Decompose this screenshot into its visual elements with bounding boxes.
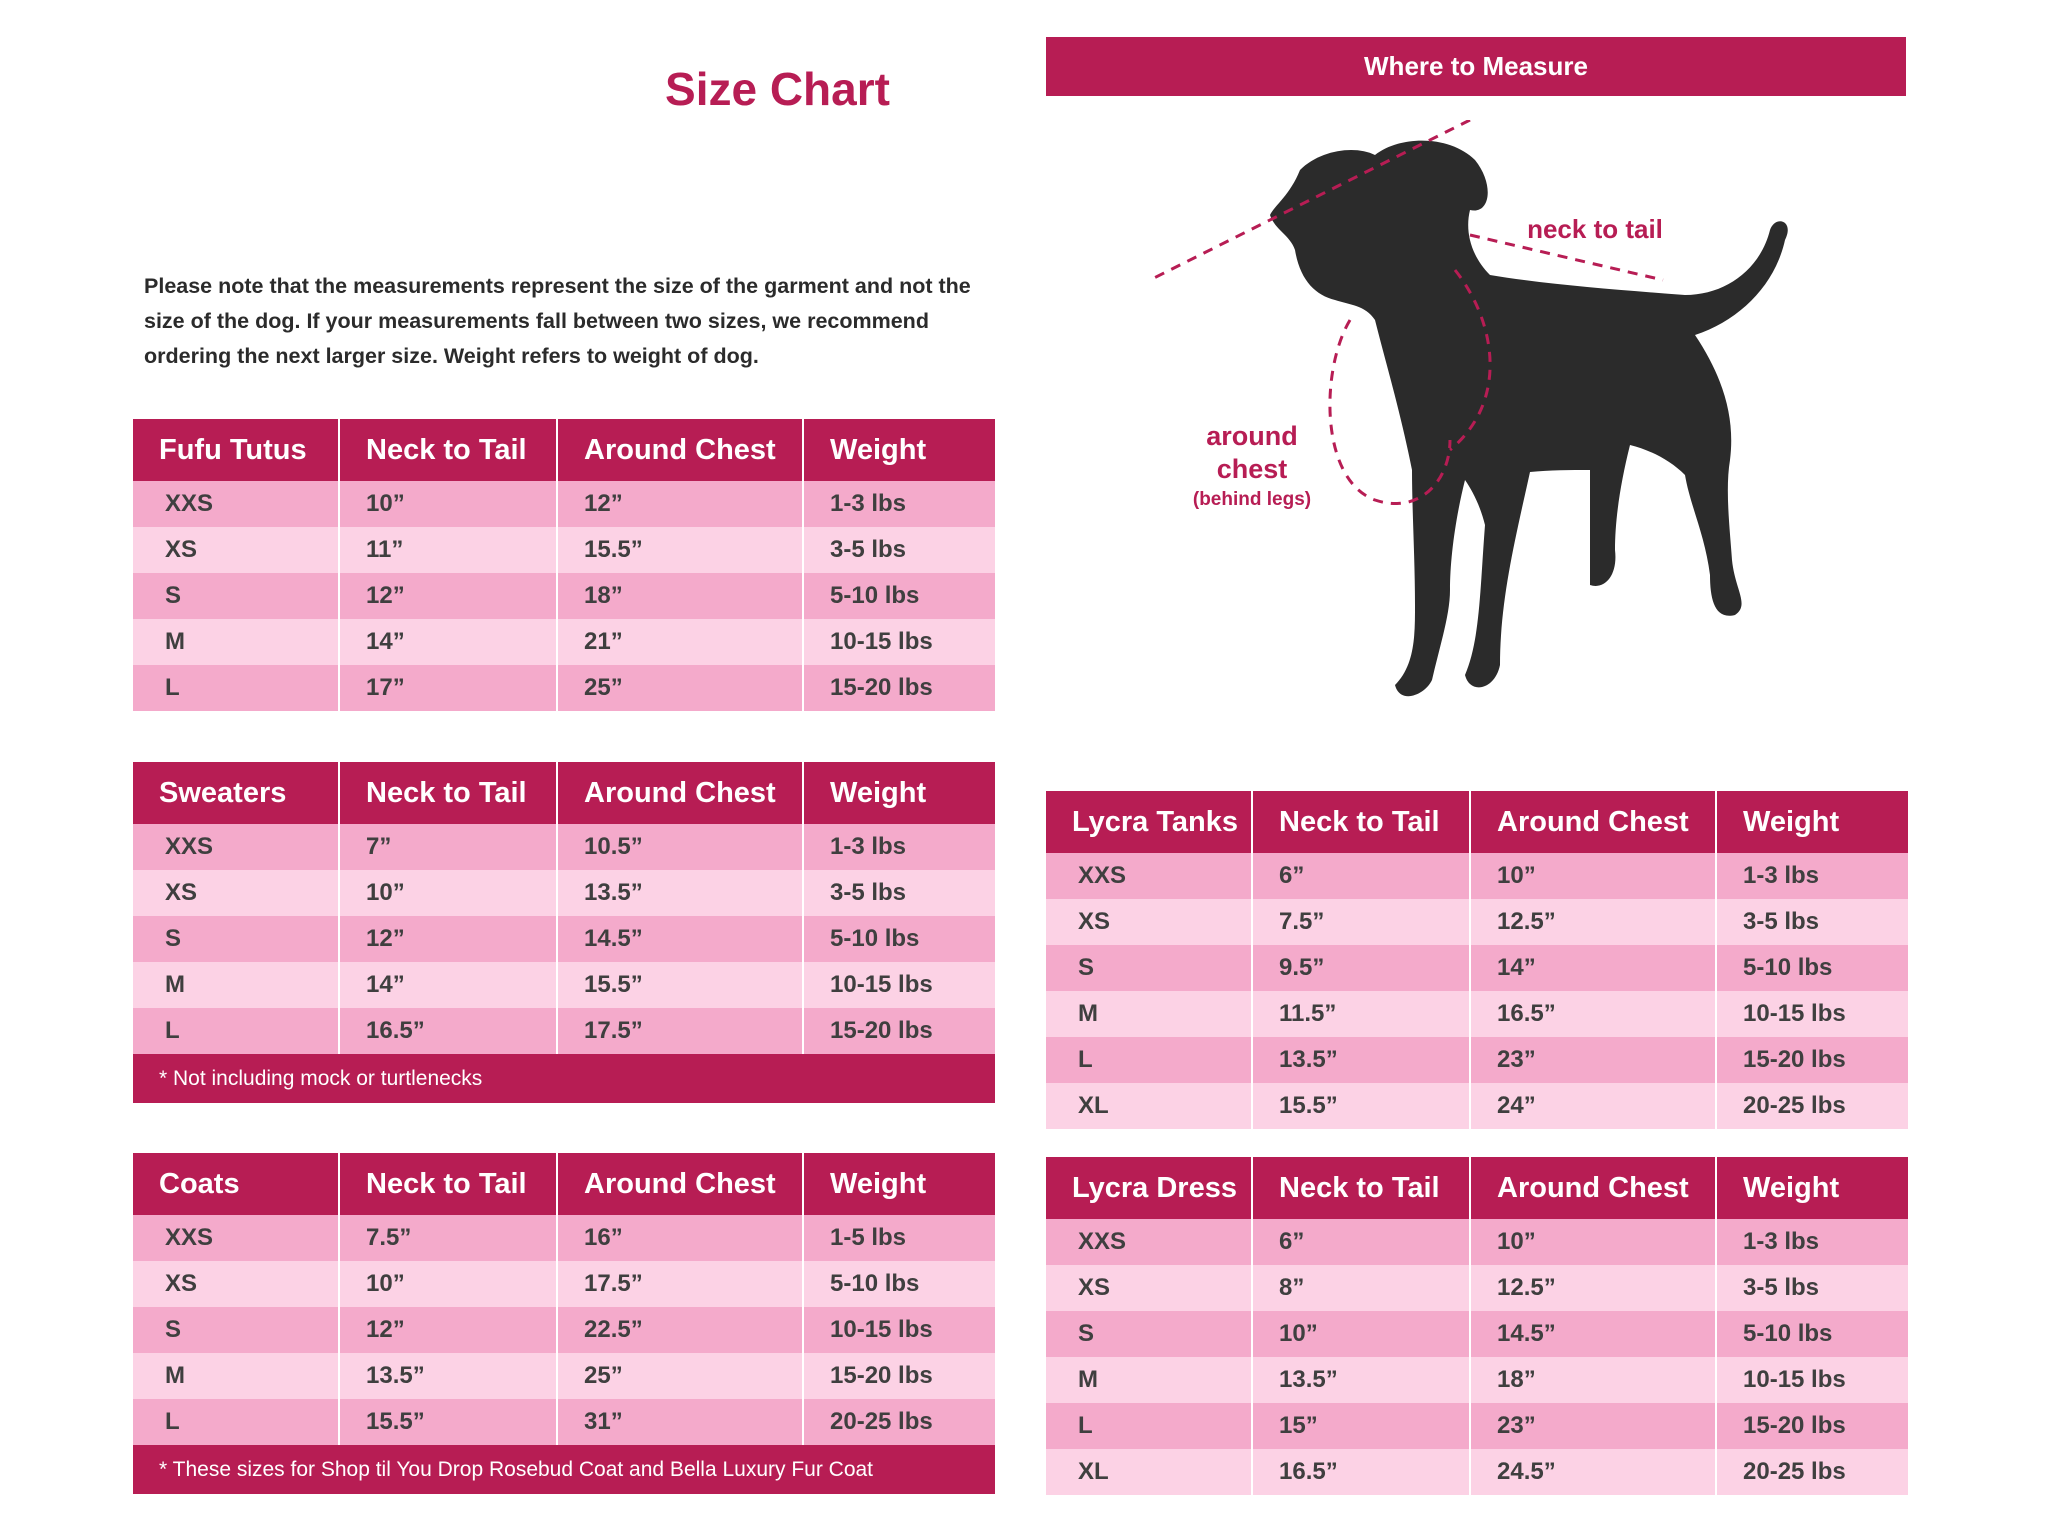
- around-chest-cell: 25”: [558, 665, 804, 711]
- around-chest-cell: 10”: [1471, 853, 1717, 899]
- around-chest-cell: 10”: [1471, 1219, 1717, 1265]
- size-cell: L: [133, 665, 340, 711]
- page-title: Size Chart: [665, 63, 890, 115]
- around-chest-cell: 12.5”: [1471, 1265, 1717, 1311]
- table-row: [133, 1215, 995, 1261]
- size-cell: M: [1046, 1357, 1253, 1403]
- size-cell: L: [1046, 1037, 1253, 1083]
- table-row: [1046, 1311, 1908, 1357]
- weight-cell: 1-3 lbs: [830, 833, 907, 860]
- weight-cell: 1-3 lbs: [1743, 862, 1820, 889]
- neck-to-tail-cell: 10”: [340, 870, 558, 916]
- table-row: [133, 1261, 995, 1307]
- around-chest-cell: 16.5”: [1471, 991, 1717, 1037]
- neck-to-tail-cell: 8”: [1253, 1265, 1471, 1311]
- weight-cell: 5-10 lbs: [830, 1270, 920, 1297]
- table-row: [1046, 899, 1908, 945]
- neck-to-tail-cell: 15.5”: [340, 1399, 558, 1445]
- table-footnote: * These sizes for Shop til You Drop Rosebud Coat and Bella Luxury Fur Coat: [133, 1445, 995, 1494]
- column-header: Lycra Tanks: [1046, 791, 1253, 853]
- around-chest-cell: 23”: [1471, 1037, 1717, 1083]
- size-cell: XXS: [133, 1215, 340, 1261]
- around-chest-cell: 31”: [558, 1399, 804, 1445]
- column-header: Around Chest: [1471, 1157, 1717, 1219]
- fufu-tutus-table: [133, 419, 995, 711]
- weight-cell: 5-10 lbs: [1743, 954, 1833, 981]
- table-header: [133, 762, 995, 824]
- neck-to-tail-cell: 10”: [340, 1261, 558, 1307]
- neck-to-tail-cell: 15.5”: [1253, 1083, 1471, 1129]
- weight-cell: 20-25 lbs: [1743, 1458, 1846, 1485]
- table-row: [1046, 945, 1908, 991]
- size-cell: S: [133, 573, 340, 619]
- neck-to-tail-cell: 12”: [340, 573, 558, 619]
- column-header: Neck to Tail: [340, 419, 558, 481]
- neck-to-tail-cell: 6”: [1253, 853, 1471, 899]
- size-cell: XL: [1046, 1449, 1253, 1495]
- neck-to-tail-cell: 12”: [340, 916, 558, 962]
- size-cell: S: [133, 1307, 340, 1353]
- table-row: [133, 1307, 995, 1353]
- neck-to-tail-cell: 7.5”: [1253, 899, 1471, 945]
- neck-to-tail-cell: 14”: [340, 619, 558, 665]
- table-row: [133, 665, 995, 711]
- around-chest-cell: 14”: [1471, 945, 1717, 991]
- neck-to-tail-cell: 9.5”: [1253, 945, 1471, 991]
- table-row: [133, 527, 995, 573]
- neck-to-tail-cell: 10”: [340, 481, 558, 527]
- around-chest-cell: 10.5”: [558, 824, 804, 870]
- neck-to-tail-cell: 14”: [340, 962, 558, 1008]
- lycra-tanks-table: [1046, 791, 1908, 1129]
- table-row: [133, 824, 995, 870]
- table-row: [1046, 1083, 1908, 1129]
- table-row: [133, 962, 995, 1008]
- table-row: [133, 573, 995, 619]
- weight-cell: 15-20 lbs: [1743, 1046, 1846, 1073]
- around-chest-cell: 14.5”: [1471, 1311, 1717, 1357]
- around-chest-cell: 18”: [558, 573, 804, 619]
- neck-to-tail-cell: 10”: [1253, 1311, 1471, 1357]
- column-header: Weight: [830, 776, 927, 809]
- neck-to-tail-cell: 16.5”: [1253, 1449, 1471, 1495]
- neck-to-tail-cell: 12”: [340, 1307, 558, 1353]
- column-header: Around Chest: [558, 419, 804, 481]
- weight-cell: 20-25 lbs: [830, 1408, 933, 1435]
- neck-to-tail-cell: 6”: [1253, 1219, 1471, 1265]
- around-chest-label: around chest: [1206, 421, 1298, 484]
- neck-to-tail-cell: 13.5”: [1253, 1357, 1471, 1403]
- around-chest-cell: 13.5”: [558, 870, 804, 916]
- table-row: [133, 1353, 995, 1399]
- around-chest-cell: 12”: [558, 481, 804, 527]
- table-row: [133, 1008, 995, 1054]
- weight-cell: 15-20 lbs: [830, 1017, 933, 1044]
- weight-cell: 20-25 lbs: [1743, 1092, 1846, 1119]
- neck-to-tail-cell: 11”: [340, 527, 558, 573]
- column-header: Neck to Tail: [340, 1153, 558, 1215]
- column-header: Weight: [830, 433, 927, 466]
- around-chest-cell: 17.5”: [558, 1261, 804, 1307]
- size-cell: XXS: [1046, 853, 1253, 899]
- column-header: Sweaters: [133, 762, 340, 824]
- around-chest-cell: 17.5”: [558, 1008, 804, 1054]
- neck-to-tail-cell: 7”: [340, 824, 558, 870]
- size-cell: XL: [1046, 1083, 1253, 1129]
- size-cell: XS: [133, 527, 340, 573]
- table-row: [1046, 1449, 1908, 1495]
- weight-cell: 3-5 lbs: [830, 879, 907, 906]
- around-chest-cell: 15.5”: [558, 962, 804, 1008]
- weight-cell: 15-20 lbs: [1743, 1412, 1846, 1439]
- around-chest-cell: 23”: [1471, 1403, 1717, 1449]
- size-note: Please note that the measurements represent the size of the garment and not the size of the dog. If your measurements fall between two sizes, we recommend ordering the next larger size. Weight refers to weight of dog.: [144, 274, 971, 368]
- neck-to-tail-cell: 7.5”: [340, 1215, 558, 1261]
- size-cell: XS: [133, 870, 340, 916]
- neck-to-tail-cell: 13.5”: [1253, 1037, 1471, 1083]
- size-cell: XXS: [133, 824, 340, 870]
- size-cell: XS: [1046, 1265, 1253, 1311]
- neck-to-tail-cell: 15”: [1253, 1403, 1471, 1449]
- column-header: Neck to Tail: [340, 762, 558, 824]
- size-cell: L: [133, 1399, 340, 1445]
- table-header: [133, 1153, 995, 1215]
- column-header: Around Chest: [558, 1153, 804, 1215]
- weight-cell: 10-15 lbs: [1743, 1000, 1846, 1027]
- weight-cell: 10-15 lbs: [1743, 1366, 1846, 1393]
- size-cell: M: [133, 1353, 340, 1399]
- size-cell: S: [1046, 1311, 1253, 1357]
- table-row: [1046, 1265, 1908, 1311]
- table-header: [1046, 791, 1908, 853]
- table-row: [133, 870, 995, 916]
- table-row: [133, 916, 995, 962]
- lycra-dress-table: [1046, 1157, 1908, 1495]
- weight-cell: 3-5 lbs: [1743, 1274, 1820, 1301]
- table-row: [1046, 991, 1908, 1037]
- column-header: Around Chest: [1471, 791, 1717, 853]
- table-row: [1046, 1037, 1908, 1083]
- weight-cell: 10-15 lbs: [830, 1316, 933, 1343]
- table-header: [133, 419, 995, 481]
- weight-cell: 1-3 lbs: [830, 490, 907, 517]
- column-header: Lycra Dress: [1046, 1157, 1253, 1219]
- table-footnote: * Not including mock or turtlenecks: [133, 1054, 995, 1103]
- neck-to-tail-label: neck to tail: [1527, 214, 1663, 244]
- weight-cell: 5-10 lbs: [830, 925, 920, 952]
- column-header: Weight: [1743, 805, 1840, 838]
- where-to-measure-header: Where to Measure: [1046, 37, 1906, 96]
- size-cell: L: [133, 1008, 340, 1054]
- table-row: [133, 481, 995, 527]
- weight-cell: 5-10 lbs: [1743, 1320, 1833, 1347]
- behind-legs-label: (behind legs): [1192, 489, 1312, 510]
- around-chest-cell: 15.5”: [558, 527, 804, 573]
- table-row: [1046, 1403, 1908, 1449]
- size-cell: M: [133, 619, 340, 665]
- neck-to-tail-cell: 13.5”: [340, 1353, 558, 1399]
- size-cell: XS: [133, 1261, 340, 1307]
- around-chest-cell: 16”: [558, 1215, 804, 1261]
- size-cell: M: [133, 962, 340, 1008]
- table-header: [1046, 1157, 1908, 1219]
- weight-cell: 1-5 lbs: [830, 1224, 907, 1251]
- around-chest-cell: 24.5”: [1471, 1449, 1717, 1495]
- weight-cell: 3-5 lbs: [830, 536, 907, 563]
- around-chest-cell: 24”: [1471, 1083, 1717, 1129]
- around-chest-cell: 14.5”: [558, 916, 804, 962]
- column-header: Weight: [830, 1167, 927, 1200]
- table-row: [1046, 1219, 1908, 1265]
- weight-cell: 15-20 lbs: [830, 674, 933, 701]
- column-header: Fufu Tutus: [133, 419, 340, 481]
- around-chest-cell: 12.5”: [1471, 899, 1717, 945]
- weight-cell: 5-10 lbs: [830, 582, 920, 609]
- around-chest-cell: 25”: [558, 1353, 804, 1399]
- column-header: Neck to Tail: [1253, 1157, 1471, 1219]
- table-row: [133, 619, 995, 665]
- around-chest-cell: 18”: [1471, 1357, 1717, 1403]
- table-row: [133, 1399, 995, 1445]
- table-row: [1046, 1357, 1908, 1403]
- weight-cell: 15-20 lbs: [830, 1362, 933, 1389]
- weight-cell: 10-15 lbs: [830, 971, 933, 998]
- neck-to-tail-cell: 16.5”: [340, 1008, 558, 1054]
- size-cell: XS: [1046, 899, 1253, 945]
- table-row: [1046, 853, 1908, 899]
- around-chest-cell: 21”: [558, 619, 804, 665]
- size-cell: S: [1046, 945, 1253, 991]
- size-cell: M: [1046, 991, 1253, 1037]
- column-header: Around Chest: [558, 762, 804, 824]
- size-cell: S: [133, 916, 340, 962]
- column-header: Weight: [1743, 1171, 1840, 1204]
- weight-cell: 10-15 lbs: [830, 628, 933, 655]
- around-chest-cell: 22.5”: [558, 1307, 804, 1353]
- column-header: Neck to Tail: [1253, 791, 1471, 853]
- neck-to-tail-cell: 17”: [340, 665, 558, 711]
- size-cell: L: [1046, 1403, 1253, 1449]
- coats-table: [133, 1153, 995, 1494]
- weight-cell: 1-3 lbs: [1743, 1228, 1820, 1255]
- size-cell: XXS: [1046, 1219, 1253, 1265]
- column-header: Coats: [133, 1153, 340, 1215]
- weight-cell: 3-5 lbs: [1743, 908, 1820, 935]
- sweaters-table: [133, 762, 995, 1103]
- size-cell: XXS: [133, 481, 340, 527]
- neck-to-tail-cell: 11.5”: [1253, 991, 1471, 1037]
